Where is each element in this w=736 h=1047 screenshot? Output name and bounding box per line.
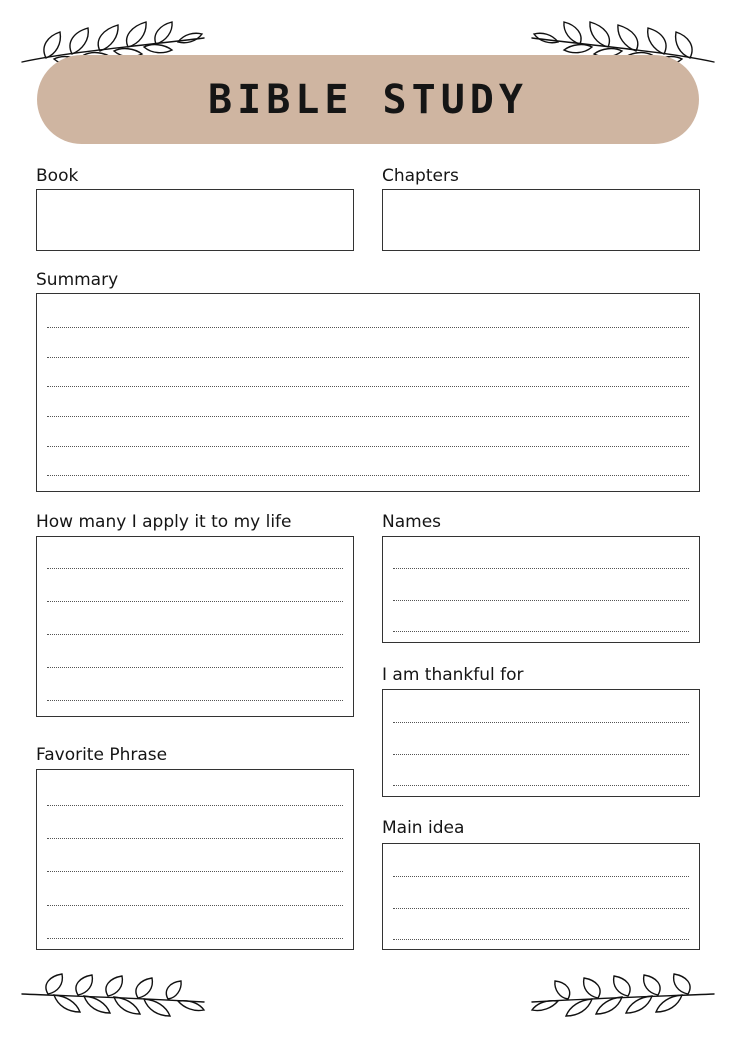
chapters-field[interactable] xyxy=(382,189,700,251)
writing-line xyxy=(47,838,343,839)
writing-line xyxy=(47,700,343,701)
book-field[interactable] xyxy=(36,189,354,251)
thankful-field[interactable] xyxy=(382,689,700,797)
phrase-label: Favorite Phrase xyxy=(36,745,168,765)
page-title: BIBLE STUDY xyxy=(208,76,528,123)
title-banner xyxy=(37,55,699,144)
phrase-field[interactable] xyxy=(36,769,354,950)
writing-line xyxy=(47,938,343,939)
leaf-sprig-icon xyxy=(18,972,208,1024)
writing-line xyxy=(393,908,689,909)
writing-line xyxy=(393,754,689,755)
writing-line xyxy=(47,357,689,358)
writing-line xyxy=(47,327,689,328)
apply-field[interactable] xyxy=(36,536,354,717)
writing-line xyxy=(47,905,343,906)
thankful-label: I am thankful for xyxy=(382,665,524,685)
main-idea-label: Main idea xyxy=(382,818,465,838)
names-field[interactable] xyxy=(382,536,700,643)
writing-line xyxy=(47,667,343,668)
writing-line xyxy=(47,568,343,569)
writing-line xyxy=(393,876,689,877)
writing-line xyxy=(47,871,343,872)
main-idea-field[interactable] xyxy=(382,843,700,950)
writing-line xyxy=(393,568,689,569)
chapters-label: Chapters xyxy=(382,166,459,186)
names-label: Names xyxy=(382,512,442,532)
writing-line xyxy=(47,805,343,806)
summary-field[interactable] xyxy=(36,293,700,492)
writing-line xyxy=(393,631,689,632)
writing-line xyxy=(47,634,343,635)
writing-line xyxy=(47,416,689,417)
writing-line xyxy=(393,939,689,940)
writing-line xyxy=(47,386,689,387)
writing-line xyxy=(47,446,689,447)
writing-line xyxy=(47,601,343,602)
writing-line xyxy=(393,722,689,723)
writing-line xyxy=(393,600,689,601)
leaf-sprig-icon xyxy=(528,972,718,1024)
book-label: Book xyxy=(36,166,79,186)
writing-line xyxy=(47,475,689,476)
apply-label: How many I apply it to my life xyxy=(36,512,292,532)
writing-line xyxy=(393,785,689,786)
summary-label: Summary xyxy=(36,270,119,290)
